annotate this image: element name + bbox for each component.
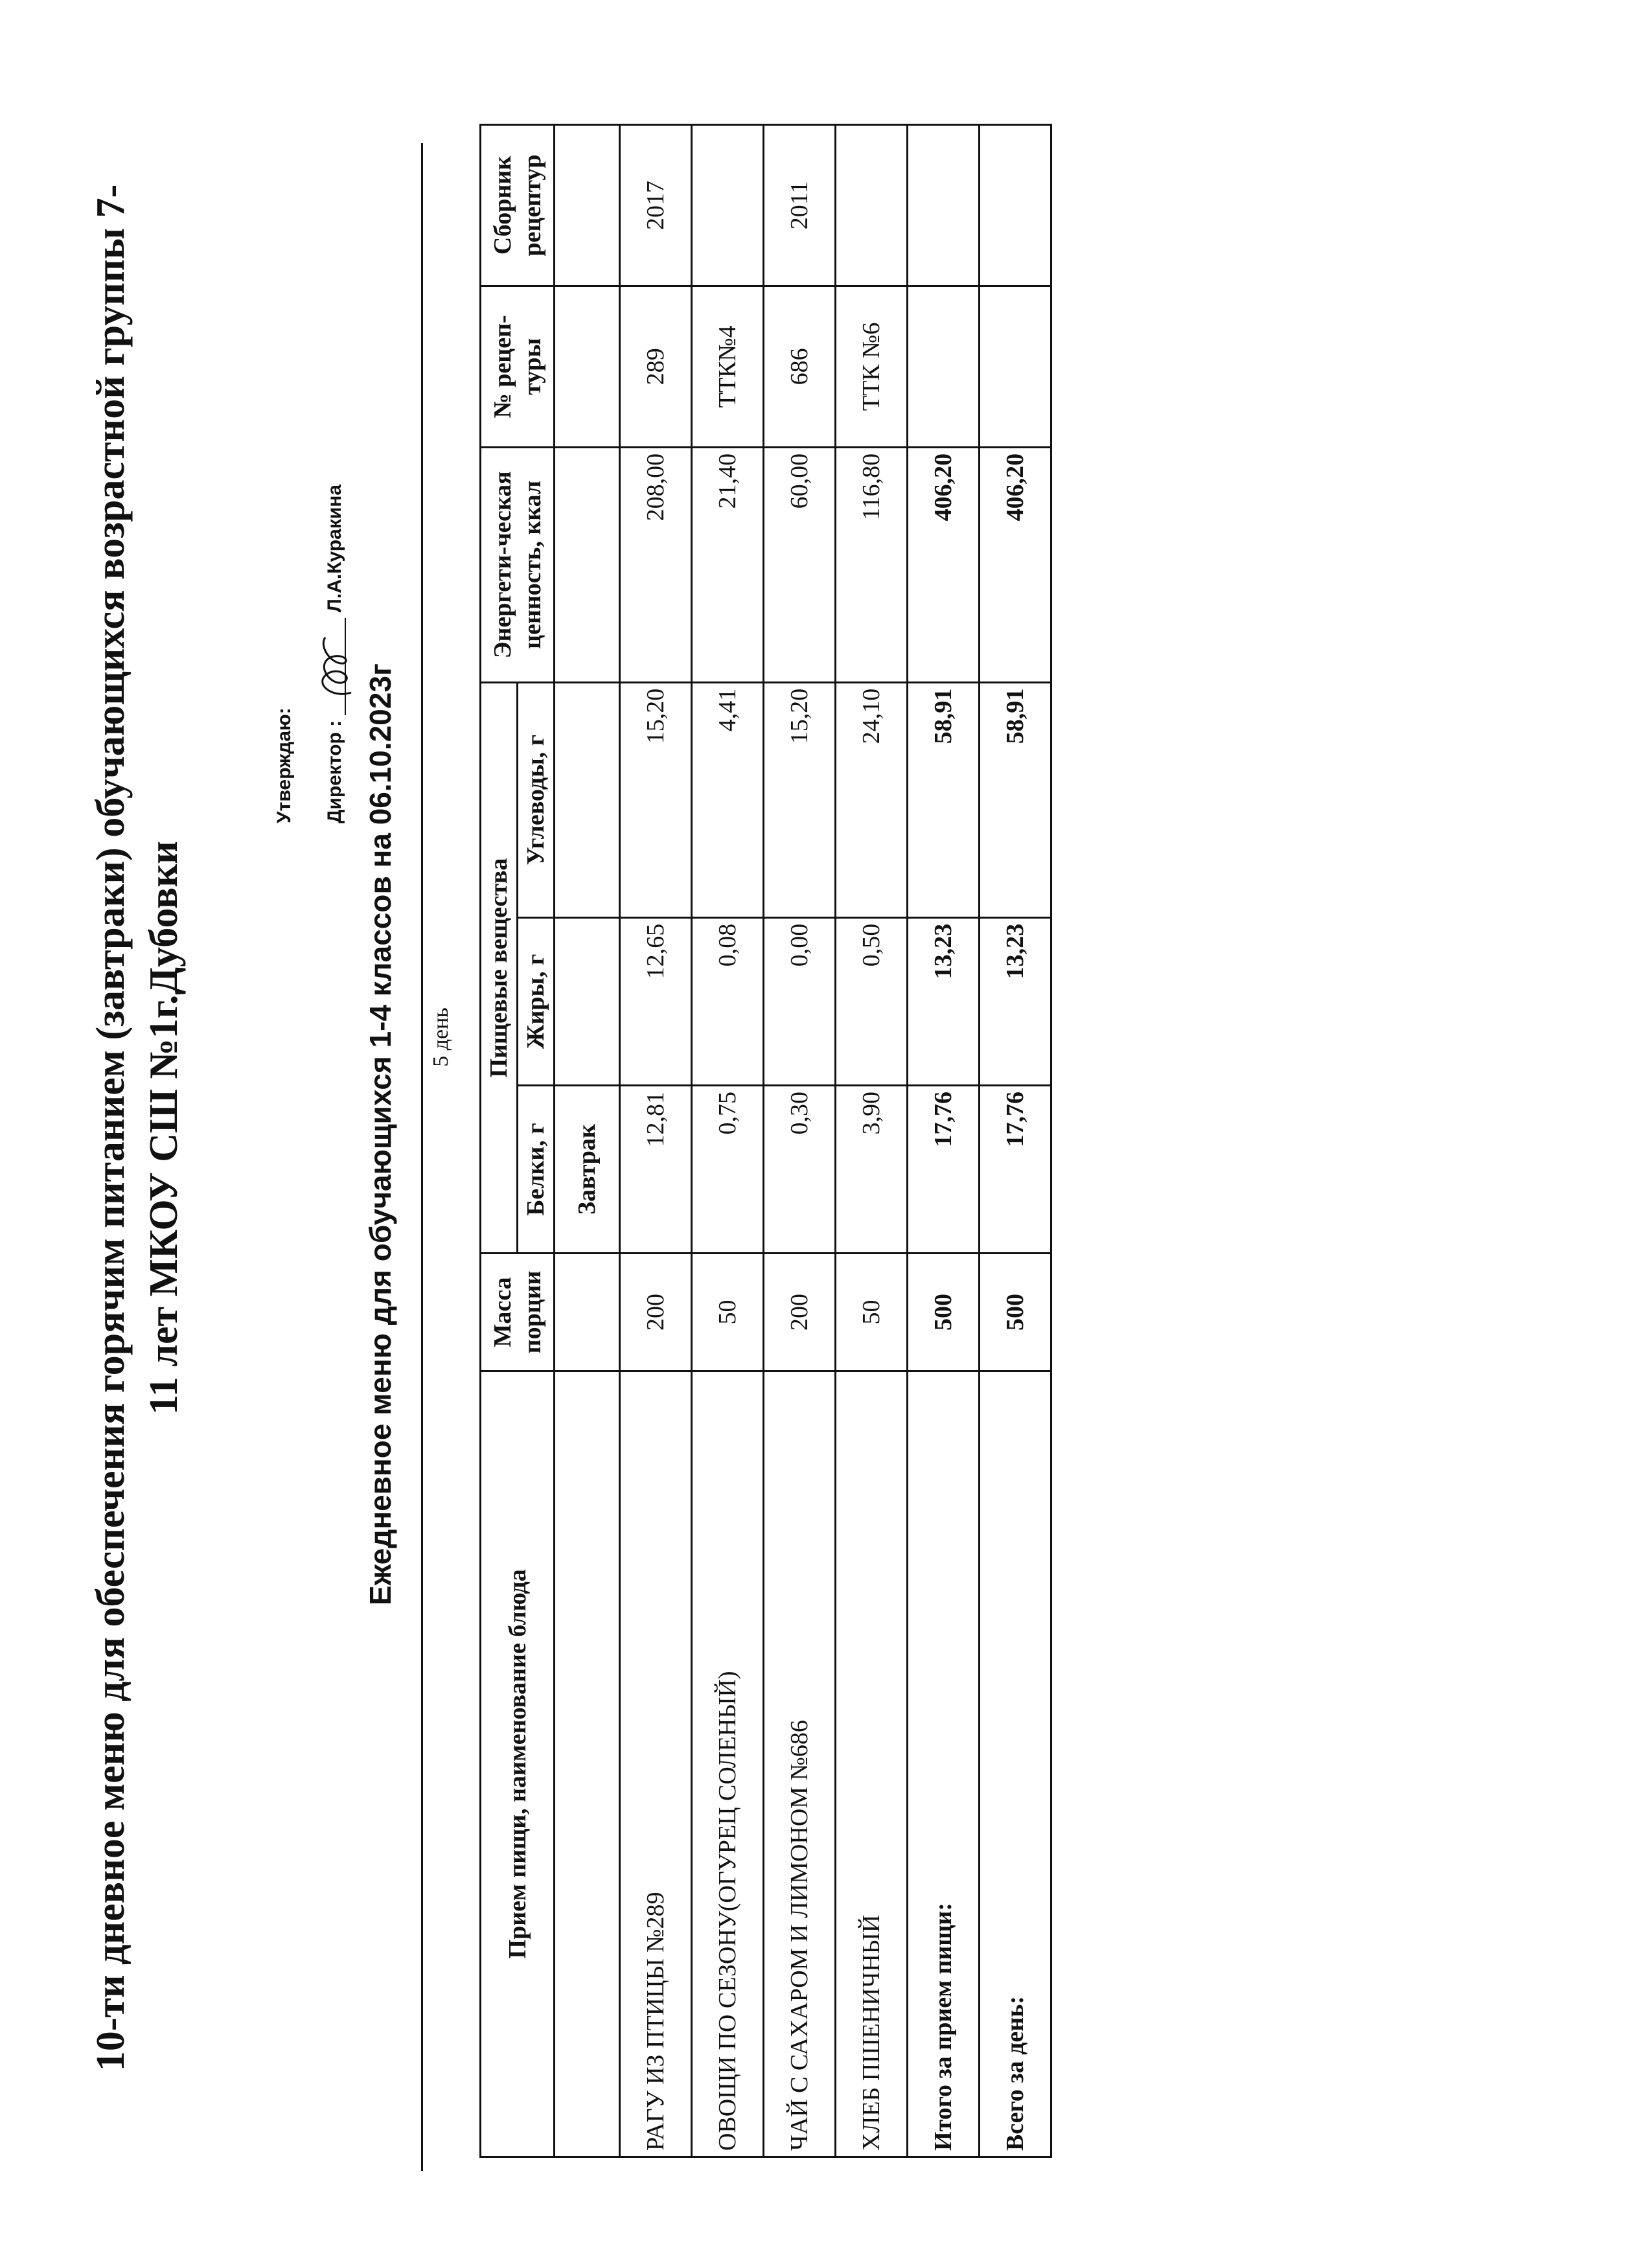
section-spacer xyxy=(555,447,620,682)
table-row xyxy=(764,125,836,2157)
dish-name: РАГУ ИЗ ПТИЦЫ №289 xyxy=(620,1371,692,2157)
dish-recipe-no: ТТК№4 xyxy=(692,286,764,447)
subtotal-mass: 500 xyxy=(908,1254,980,1371)
dish-energy: 21,40 xyxy=(692,447,764,682)
section-spacer xyxy=(555,682,620,917)
header-fats: Жиры, г xyxy=(518,917,555,1085)
total-proteins: 17,76 xyxy=(980,1085,1051,1253)
subtotal-carbs: 58,91 xyxy=(908,682,980,917)
dish-carbs: 24,10 xyxy=(836,682,908,917)
section-spacer xyxy=(555,286,620,447)
director-label: Директор : xyxy=(324,720,345,823)
subtotal-row xyxy=(908,125,980,2157)
dish-name: ХЛЕБ ПШЕНИЧНЫЙ xyxy=(836,1371,908,2157)
dish-proteins: 12,81 xyxy=(620,1085,692,1253)
subtotal-energy: 406,20 xyxy=(908,447,980,682)
dish-name: ОВОЩИ ПО СЕЗОНУ(ОГУРЕЦ СОЛЕНЫЙ) xyxy=(692,1371,764,2157)
menu-subtitle: Ежедневное меню для обучающихся 1-4 классов на 06.10.2023г xyxy=(363,663,397,1606)
dish-recipe-no: 289 xyxy=(620,286,692,447)
subtotal-collection-empty xyxy=(908,125,980,286)
dish-proteins: 3,90 xyxy=(836,1085,908,1253)
total-mass: 500 xyxy=(980,1254,1051,1371)
total-fats: 13,23 xyxy=(980,917,1051,1085)
director-line xyxy=(310,240,360,823)
section-spacer xyxy=(555,917,620,1085)
section-spacer xyxy=(555,125,620,286)
dish-mass: 200 xyxy=(764,1254,836,1371)
subtotal-label: Итого за прием пищи: xyxy=(908,1371,980,2157)
dish-energy: 60,00 xyxy=(764,447,836,682)
dish-mass: 200 xyxy=(620,1254,692,1371)
header-nutrients: Пищевые вещества xyxy=(481,682,518,1253)
dish-collection xyxy=(692,125,764,286)
dish-collection: 2011 xyxy=(764,125,836,286)
approve-label: Утверждаю: xyxy=(273,707,295,823)
header-recipe-no: № рецеп-туры xyxy=(481,286,555,447)
subtotal-proteins: 17,76 xyxy=(908,1085,980,1253)
approval-block xyxy=(259,240,360,823)
dish-collection: 2017 xyxy=(620,125,692,286)
signature-icon xyxy=(306,631,364,702)
table-row xyxy=(836,125,908,2157)
dish-proteins: 0,30 xyxy=(764,1085,836,1253)
subtotal-recipe-empty xyxy=(908,286,980,447)
dish-fats: 0,08 xyxy=(692,917,764,1085)
header-proteins: Белки, г xyxy=(518,1085,555,1253)
total-energy: 406,20 xyxy=(980,447,1051,682)
section-spacer xyxy=(555,1371,620,2157)
subtotal-fats: 13,23 xyxy=(908,917,980,1085)
dish-carbs: 4,41 xyxy=(692,682,764,917)
title-line-1: 10-ти дневное меню для обеспечения горячим питанием (завтраки) обучающихся возрастной группы 7- xyxy=(89,184,133,2072)
dish-collection xyxy=(836,125,908,286)
header-collection: Сборник рецептур xyxy=(481,125,555,286)
menu-table xyxy=(479,124,1052,2158)
signature-line xyxy=(345,618,346,715)
dish-mass: 50 xyxy=(692,1254,764,1371)
dish-carbs: 15,20 xyxy=(764,682,836,917)
title-line-2: 11 лет МКОУ СШ №1г.Дубовки xyxy=(142,841,186,1415)
section-label: Завтрак xyxy=(555,1085,620,1253)
header-row xyxy=(481,125,518,2157)
header-name: Прием пищи, наименование блюда xyxy=(481,1371,555,2157)
dish-fats: 0,00 xyxy=(764,917,836,1085)
dish-energy: 208,00 xyxy=(620,447,692,682)
section-spacer xyxy=(555,1254,620,1371)
divider-line xyxy=(421,143,423,2171)
total-row xyxy=(980,125,1051,2157)
day-label: 5 день xyxy=(429,1007,453,1067)
total-recipe-empty xyxy=(980,286,1051,447)
dish-fats: 0,50 xyxy=(836,917,908,1085)
document-title xyxy=(84,91,190,2164)
header-carbs: Углеводы, г xyxy=(518,682,555,917)
section-row xyxy=(555,125,620,2157)
total-label: Всего за день: xyxy=(980,1371,1051,2157)
header-energy: Энергети-ческая ценность, ккал xyxy=(481,447,555,682)
dish-fats: 12,65 xyxy=(620,917,692,1085)
dish-recipe-no: 686 xyxy=(764,286,836,447)
dish-proteins: 0,75 xyxy=(692,1085,764,1253)
table-row xyxy=(692,125,764,2157)
header-mass: Масса порции xyxy=(481,1254,555,1371)
director-name: Л.А.Куракина xyxy=(324,484,345,613)
total-carbs: 58,91 xyxy=(980,682,1051,917)
dish-carbs: 15,20 xyxy=(620,682,692,917)
dish-recipe-no: ТТК №6 xyxy=(836,286,908,447)
total-collection-empty xyxy=(980,125,1051,286)
dish-name: ЧАЙ С САХАРОМ И ЛИМОНОМ №686 xyxy=(764,1371,836,2157)
dish-mass: 50 xyxy=(836,1254,908,1371)
table-row xyxy=(620,125,692,2157)
dish-energy: 116,80 xyxy=(836,447,908,682)
